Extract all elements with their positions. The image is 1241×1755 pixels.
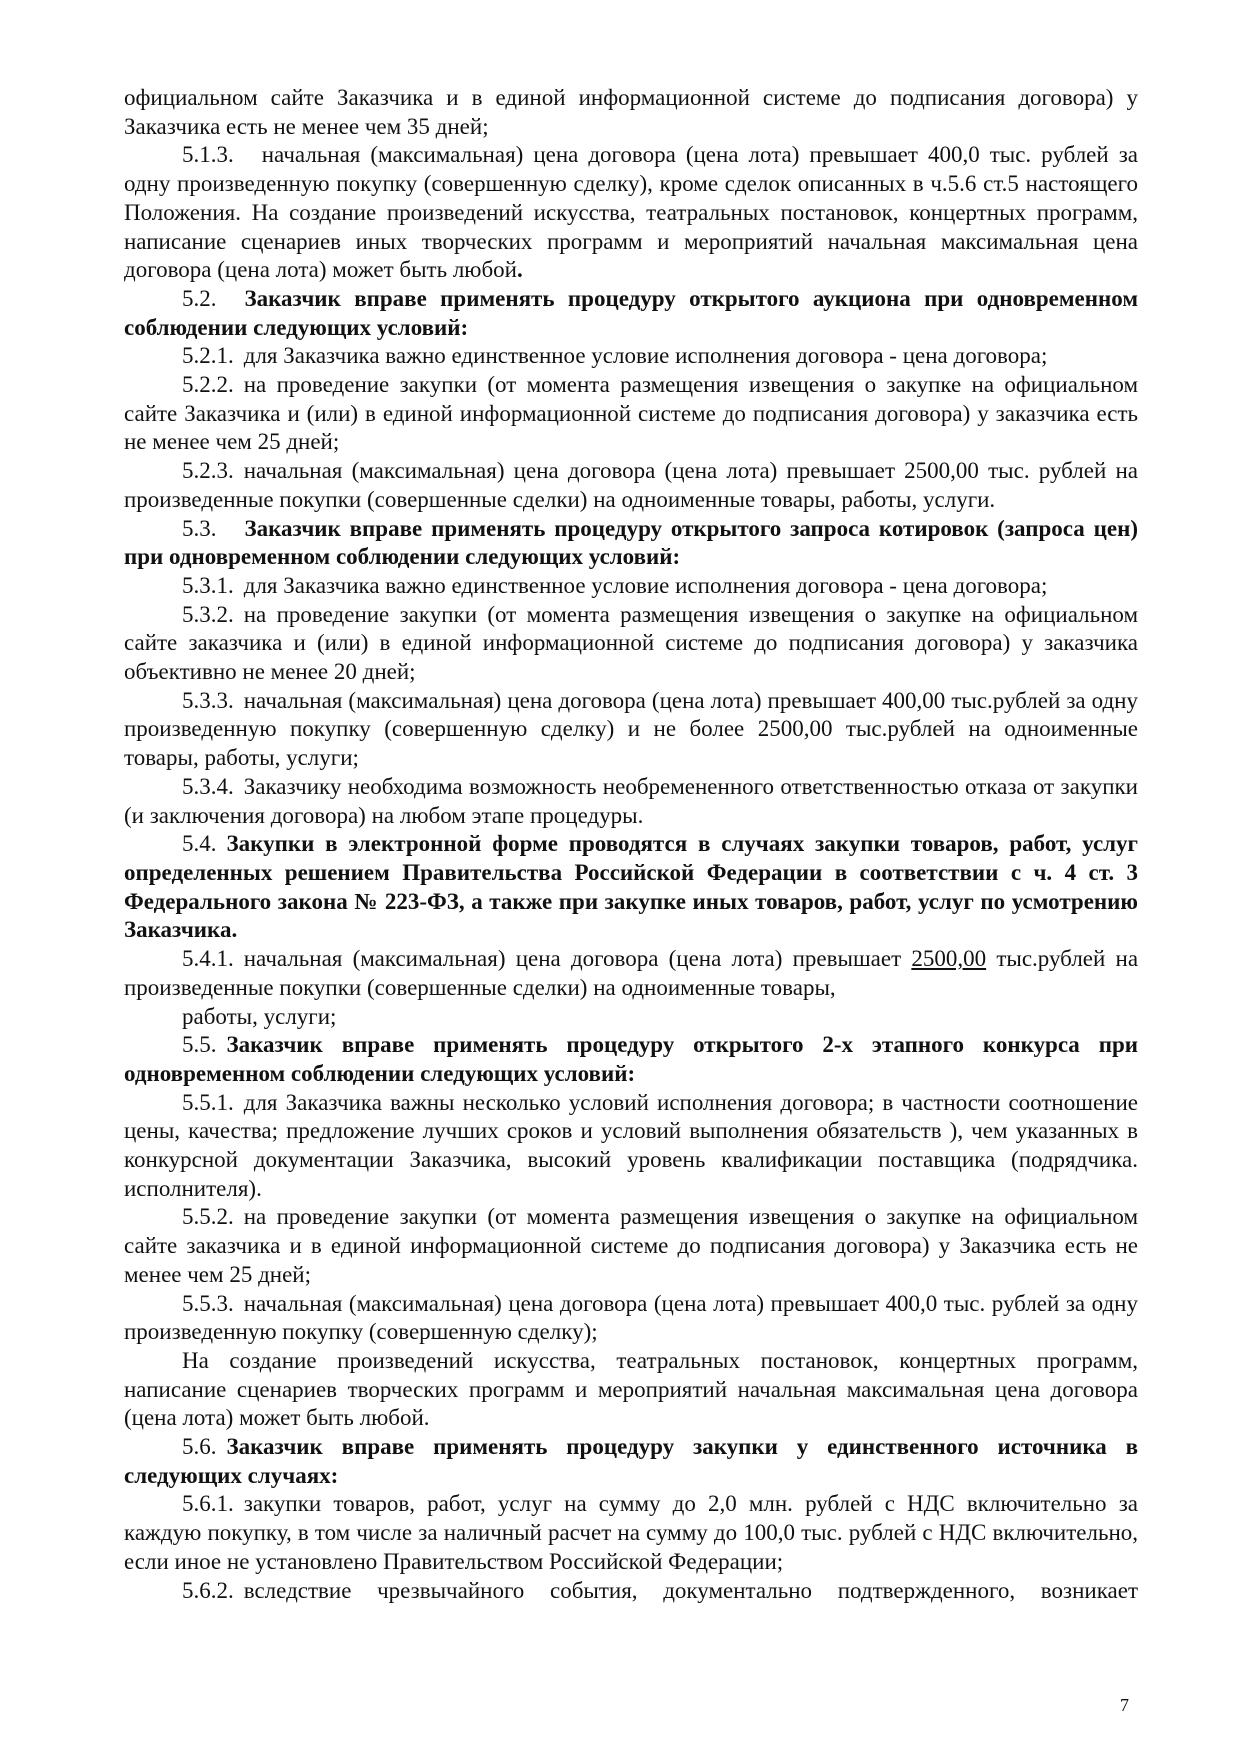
- clause-5-5-2: [124, 1203, 1138, 1289]
- clause-5-2-2: [124, 371, 1138, 457]
- clause-number: 5.3.2.: [182, 601, 234, 627]
- clause-number: 5.2.: [182, 285, 217, 311]
- clause-number: 5.6.2.: [182, 1577, 234, 1603]
- clause-text: Заказчик вправе применять процедуру закупки у единственного источника в следующих случаях:: [124, 1434, 1138, 1488]
- paragraph-art-works: [124, 1347, 1138, 1433]
- clause-5-3-3: [124, 687, 1138, 773]
- clause-5-5-1: [124, 1089, 1138, 1204]
- clause-5-6-heading: [124, 1433, 1138, 1490]
- clause-text: для Заказчика важны несколько условий исполнения договора; в частности соотношение цены, качества; предложение лучших сроков и условий выполнения обязательств ), чем указанных в конкурсной документации Заказчика, высокий уровень квалификации поставщика (подрядчика. исполнителя).: [124, 1089, 1138, 1201]
- clause-5-6-1: [124, 1490, 1138, 1576]
- clause-number: 5.1.3.: [182, 142, 234, 168]
- clause-number: 5.3.4.: [182, 773, 234, 799]
- clause-5-4-1-continued: [124, 1003, 1138, 1032]
- clause-number: 5.3.3.: [182, 687, 234, 713]
- clause-number: 5.3.: [182, 515, 217, 541]
- clause-text: Заказчик вправе применять процедуру открытого аукциона при одновременном соблюдении следующих условий:: [124, 285, 1138, 340]
- clause-number: 5.2.1.: [182, 343, 234, 369]
- clause-number: 5.6.: [182, 1434, 217, 1460]
- clause-number: 5.2.3.: [182, 458, 234, 484]
- paragraph-5-1-2-continued: [124, 84, 1138, 141]
- clause-text: на проведение закупки (от момента размещения извещения о закупке на официальном сайте заказчика и (или) в единой информационной системе до подписания договора) у заказчика объективно не менее 20 дней;: [124, 601, 1138, 685]
- clause-5-3-1: [124, 572, 1138, 601]
- clause-text: для Заказчика важно единственное условие исполнения договора - цена договора;: [243, 572, 1048, 598]
- clause-text: Заказчик вправе применять процедуру открытого запроса котировок (запроса цен) при одновременном соблюдении следующих условий:: [124, 515, 1138, 570]
- underlined-amount: 2500,00: [911, 946, 987, 972]
- clause-number: 5.5.3.: [182, 1290, 234, 1316]
- clause-number: 5.5.1.: [182, 1089, 234, 1115]
- clause-number: 5.2.2.: [182, 372, 234, 398]
- clause-number: 5.3.1.: [182, 572, 234, 598]
- clause-5-4-heading: [124, 830, 1138, 945]
- clause-text-tail: .: [517, 257, 523, 283]
- clause-text: для Заказчика важно единственное условие исполнения договора - цена договора;: [243, 343, 1048, 369]
- clause-text: Заказчик вправе применять процедуру открытого 2-х этапного конкурса при одновременном соблюдении следующих условий:: [124, 1032, 1138, 1086]
- clause-5-3-4: [124, 773, 1138, 830]
- paragraph-text: официальном сайте Заказчика и в единой информационной системе до подписания договора) у Заказчика есть не менее чем 35 дней;: [124, 85, 1138, 139]
- paragraph-text: На создание произведений искусства, театральных постановок, концертных программ, написание сценариев творческих программ и мероприятий начальная максимальная цена договора (цена лота) может быть любой.: [124, 1347, 1138, 1431]
- clause-5-2-heading: [124, 285, 1138, 342]
- clause-text: начальная (максимальная) цена договора (цена лота) превышает 2500,00 тыс. рублей на произведенные покупки (совершенные сделки) на одноименные товары, работы, услуги.: [124, 458, 1138, 512]
- clause-5-6-2: [124, 1577, 1138, 1606]
- clause-text-continued: тыс.рублей на произведенные покупки (совершенные сделки) на одноименные товары,: [124, 946, 1139, 1000]
- clause-number: 5.5.: [182, 1032, 217, 1058]
- clause-text: начальная (максимальная) цена договора (цена лота) превышает 400,00 тыс.рублей за одну произведенную покупку (совершенную сделку) и не более 2500,00 тыс.рублей на одноименные товары, работы, услуги;: [124, 687, 1138, 771]
- clause-text: на проведение закупки (от момента размещения извещения о закупке на официальном сайте Заказчика и (или) в единой информационной системе до подписания договора) у заказчика есть не менее чем 25 дней;: [124, 372, 1138, 455]
- clause-text: Заказчику необходима возможность необремененного ответственностью отказа от закупки (и заключения договора) на любом этапе процедуры.: [124, 773, 1138, 828]
- clause-text: начальная (максимальная) цена договора (цена лота) превышает 400,0 тыс. рублей за одну произведенную покупку (совершенную сделку), кроме сделок описанных в ч.5.6 ст.5 настоящего Положения. На создание произведений искусства, театральных постановок, концертных программ, написание сценариев иных творческих программ и мероприятий начальная максимальная цена договора (цена лота) может быть любой: [124, 142, 1138, 283]
- clause-text: начальная (максимальная) цена договора (цена лота) превышает: [243, 946, 902, 972]
- clause-5-3-2: [124, 601, 1138, 687]
- clause-number: 5.4.1.: [182, 946, 234, 972]
- clause-5-4-1: [124, 945, 1138, 1002]
- clause-5-3-heading: [124, 515, 1138, 572]
- clause-text: Закупки в электронной форме проводятся в случаях закупки товаров, работ, услуг определенных решением Правительства Российской Федерации в соответствии с ч. 4 ст. 3 Федерального закона № 223-ФЗ, а также при закупке иных товаров, работ, услуг по усмотрению Заказчика.: [124, 831, 1138, 943]
- clause-text: работы, услуги;: [182, 1003, 337, 1029]
- clause-text: закупки товаров, работ, услуг на сумму до 2,0 млн. рублей с НДС включительно за каждую покупку, в том числе за наличный расчет на сумму до 100,0 тыс. рублей с НДС включительно, если иное не установлено Правительством Российской Федерации;: [124, 1491, 1138, 1574]
- clause-text: на проведение закупки (от момента размещения извещения о закупке на официальном сайте заказчика и в единой информационной системе до подписания договора) у Заказчика есть не менее чем 25 дней;: [124, 1204, 1138, 1287]
- clause-number: 5.5.2.: [182, 1204, 234, 1230]
- clause-text: начальная (максимальная) цена договора (цена лота) превышает 400,0 тыс. рублей за одну произведенную покупку (совершенную сделку);: [124, 1290, 1138, 1345]
- clause-text: вследствие чрезвычайного события, документально подтвержденного, возникает: [243, 1577, 1138, 1603]
- page-number: 7: [1120, 1695, 1129, 1715]
- clause-5-2-1: [124, 342, 1138, 371]
- clause-5-5-heading: [124, 1031, 1138, 1088]
- clause-5-2-3: [124, 457, 1138, 514]
- clause-5-5-3: [124, 1290, 1138, 1347]
- clause-number: 5.6.1.: [182, 1491, 234, 1517]
- document-body: [124, 84, 1138, 1605]
- clause-5-1-3: [124, 141, 1138, 285]
- clause-number: 5.4.: [182, 831, 217, 857]
